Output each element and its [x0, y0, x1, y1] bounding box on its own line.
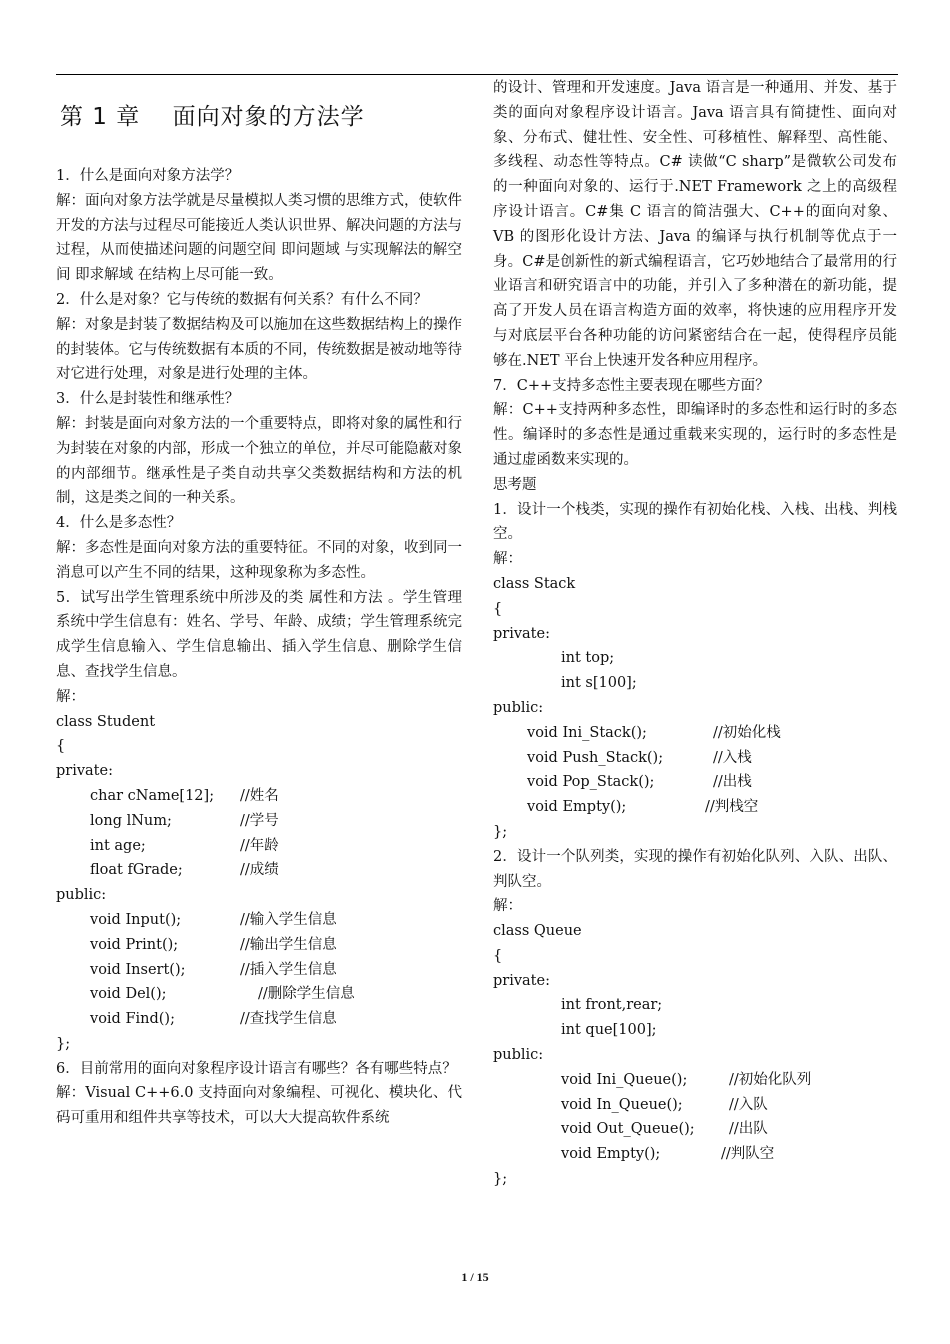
code-field: int s[100]; — [561, 675, 637, 692]
code-line: class Stack — [493, 575, 576, 592]
exercise-2-label: 解： — [493, 898, 522, 915]
section-heading: 思考题 — [493, 476, 537, 493]
answer-6-continued: 的设计、管理和开发速度。Java 语言是一种通用、并发、基于类的面向对象程序设计语言。Java 语言具有简捷性、面向对象、分布式、健壮性、安全性、可移植性、解释型、高性能、多线程、动态性等特点。C# 读做“C sharp”是微软公司发布的一种面向对象的、运行于.NET Framework 之上的高级程序设计语言。C#集 C 语言的简洁强大、C++的面向对象、VB 的图形化设计方法、Java 的编译与执行机制等优点于一身。C#是创新性的新式编程语言，它巧妙地结合了最常用的行业语言和研究语言中的功能，并引入了多种潜在的新功能，提高了开发人员在语言构造方面的效率，将快速的应用程序开发与对底层平台各种功能的访问紧密结合在一起，使得程序员能够在.NET 平台上快速开发各种应用程序。 — [493, 80, 897, 369]
code-comment: //出栈 — [713, 774, 752, 791]
answer-3: 解：封装是面向对象方法的一个重要特点，即将对象的属性和行为封装在对象的内部，形成一个独立的单位，并尽可能隐蔽对象的内部细节。继承性是子类自动共享父类数据结构和方法的机制，这是类之间的一种关系。 — [56, 415, 462, 507]
code-line: class Student — [56, 713, 156, 730]
code-line: private: — [493, 625, 550, 642]
answer-1: 解：面向对象方法学就是尽量模拟人类习惯的思维方式，使软件开发的方法与过程尽可能接近人类认识世界、解决问题的方法与过程，从而使描述问题的问题空间 即问题域 与实现解法的解空间 即求解域 在结构上尽可能一致。 — [56, 192, 462, 284]
code-line: public: — [56, 887, 107, 904]
code-comment: //判栈空 — [705, 799, 759, 816]
code-line: }; — [493, 823, 508, 840]
code-line: { — [493, 600, 503, 617]
code-comment: //删除学生信息 — [258, 986, 355, 1003]
code-comment: //姓名 — [240, 787, 279, 804]
code-field: char cName[12]; — [90, 787, 215, 804]
code-method: void Find(); — [90, 1011, 175, 1028]
code-comment: //输入学生信息 — [240, 911, 337, 928]
code-method: void Ini_Stack(); — [527, 724, 647, 741]
header-rule — [56, 74, 898, 75]
code-field: long lNum; — [90, 812, 172, 829]
code-method: void In_Queue(); — [561, 1096, 683, 1113]
code-field: int front,rear; — [561, 997, 663, 1014]
code-method: void Input(); — [90, 911, 182, 928]
code-line: class Queue — [493, 923, 582, 940]
code-method: void Pop_Stack(); — [527, 774, 655, 791]
exercise-2: 2．设计一个队列类，实现的操作有初始化队列、入队、出队、判队空。 — [493, 848, 897, 890]
right-column — [493, 76, 897, 1192]
question-5: 5．试写出学生管理系统中所涉及的类 属性和方法 。学生管理系统中学生信息有：姓名、学号、年龄、成绩；学生管理系统完成学生信息输入、学生信息输出、插入学生信息、删除学生信息、查找学生信息。 — [56, 589, 462, 680]
code-line: { — [493, 947, 503, 964]
question-7: 7．C++支持多态性主要表现在哪些方面？ — [493, 377, 770, 394]
code-line: private: — [493, 972, 550, 989]
student-class-code — [56, 710, 462, 1057]
stack-class-code — [493, 572, 897, 845]
code-field: int top; — [561, 650, 615, 667]
exercise-1-label: 解： — [493, 551, 522, 568]
code-line: public: — [493, 699, 544, 716]
answer-5-label: 解： — [56, 688, 85, 705]
code-comment: //入队 — [729, 1096, 768, 1113]
answer-7: 解：C++支持两种多态性，即编译时的多态性和运行时的多态性。编译时的多态性是通过重载来实现的，运行时的多态性是通过虚函数来实现的。 — [493, 402, 897, 468]
code-field: float fGrade; — [90, 862, 183, 879]
code-comment: //插入学生信息 — [240, 961, 337, 978]
exercise-1: 1．设计一个栈类，实现的操作有初始化栈、入栈、出栈、判栈空。 — [493, 501, 897, 543]
queue-class-code — [493, 919, 897, 1192]
code-comment: //年龄 — [240, 837, 279, 854]
code-field: int age; — [90, 837, 146, 854]
code-comment: //初始化队列 — [729, 1071, 812, 1088]
code-line: public: — [493, 1047, 544, 1064]
code-comment: //出队 — [729, 1121, 768, 1138]
code-method: void Del(); — [90, 986, 167, 1003]
code-method: void Empty(); — [561, 1146, 661, 1163]
question-1: 1．什么是面向对象方法学？ — [56, 168, 240, 184]
question-6: 6．目前常用的面向对象程序设计语言有哪些？各有哪些特点？ — [56, 1060, 457, 1077]
code-line: }; — [493, 1171, 508, 1188]
chapter-title: 第 1 章 面向对象的方法学 — [60, 104, 365, 130]
code-field: int que[100]; — [561, 1022, 657, 1039]
code-method: void Print(); — [90, 936, 179, 953]
left-column — [56, 76, 462, 1131]
code-line: private: — [56, 763, 113, 780]
code-method: void Empty(); — [527, 799, 627, 816]
code-line: }; — [56, 1035, 71, 1052]
answer-6-start: 解：Visual C++6.0 支持面向对象编程、可视化、模块化、代码可重用和组件共享等技术，可以大大提高软件系统 — [56, 1085, 462, 1127]
code-comment: //初始化栈 — [713, 724, 781, 741]
question-4: 4．什么是多态性？ — [56, 515, 182, 532]
code-method: void Insert(); — [90, 961, 186, 978]
page-number: 1 / 15 — [461, 1270, 489, 1284]
code-comment: //查找学生信息 — [240, 1011, 337, 1028]
code-method: void Ini_Queue(); — [561, 1071, 688, 1088]
code-comment: //成绩 — [240, 862, 279, 879]
code-line: { — [56, 738, 66, 755]
code-comment: //判队空 — [721, 1146, 775, 1163]
answer-2: 解：对象是封装了数据结构及可以施加在这些数据结构上的操作的封装体。它与传统数据有本质的不同，传统数据是被动地等待对它进行处理，对象是进行处理的主体。 — [56, 316, 462, 383]
code-comment: //输出学生信息 — [240, 936, 337, 953]
question-3: 3．什么是封装性和继承性？ — [56, 391, 240, 408]
code-comment: //入栈 — [713, 749, 752, 766]
code-method: void Push_Stack(); — [527, 749, 664, 766]
code-comment: //学号 — [240, 812, 279, 829]
answer-4: 解：多态性是面向对象方法的重要特征。不同的对象，收到同一消息可以产生不同的结果，这种现象称为多态性。 — [56, 539, 462, 581]
code-method: void Out_Queue(); — [561, 1121, 695, 1138]
question-2: 2．什么是对象？它与传统的数据有何关系？有什么不同？ — [56, 291, 428, 308]
